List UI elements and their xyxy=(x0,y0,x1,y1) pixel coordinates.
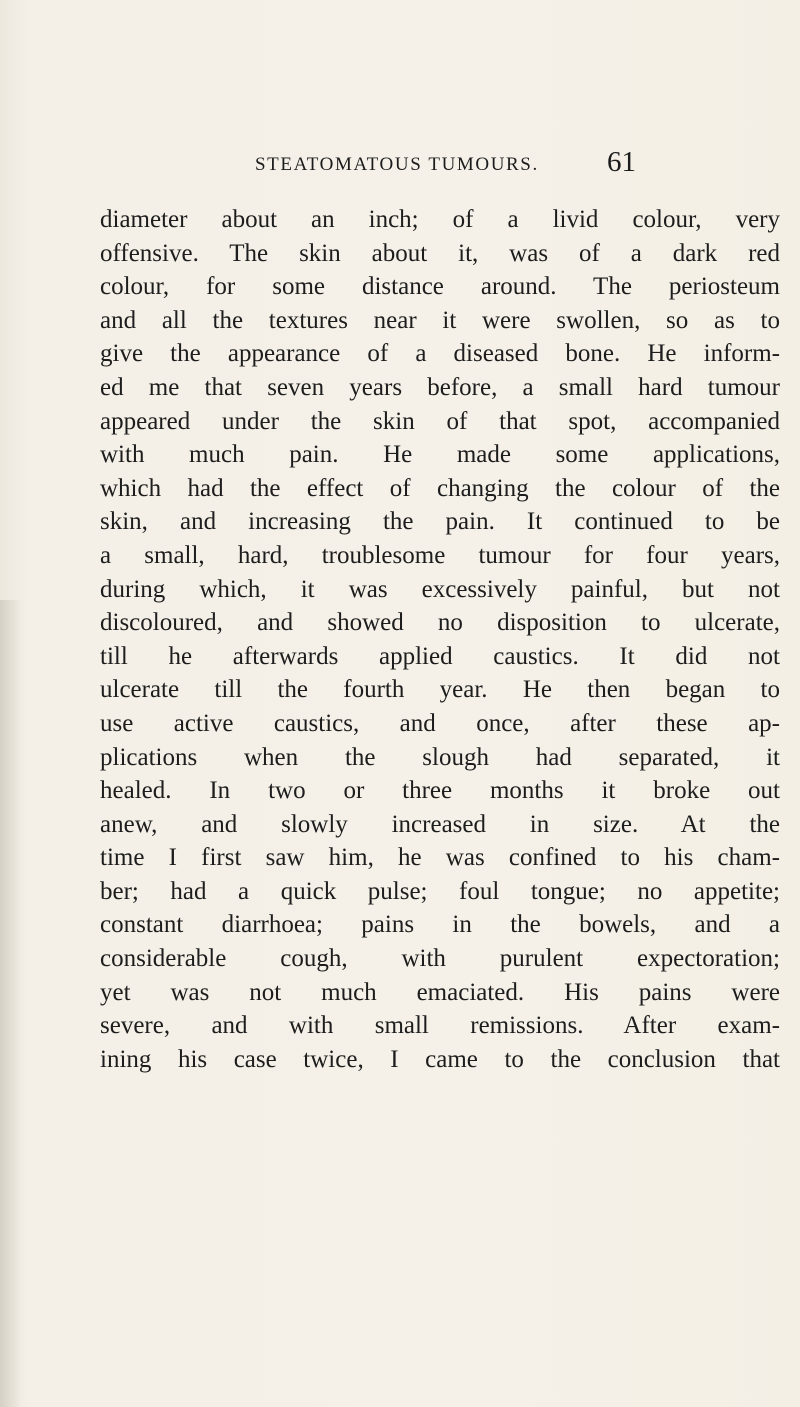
text-line: discoloured, and showed no disposition to ulcerate, xyxy=(100,609,780,637)
page-header xyxy=(255,146,775,180)
text-line: yet was not much emaciated. His pains were xyxy=(100,978,780,1006)
running-title: STEATOMATOUS TUMOURS. xyxy=(255,154,539,175)
body-text xyxy=(100,203,780,1076)
text-line: ber; had a quick pulse; foul tongue; no appetite; xyxy=(100,877,780,905)
text-line: anew, and slowly increased in size. At the xyxy=(100,810,780,838)
text-line: during which, it was excessively painful, but not xyxy=(100,575,780,603)
text-line: with much pain. He made some applications, xyxy=(100,441,780,469)
text-line: constant diarrhoea; pains in the bowels, and a xyxy=(100,911,780,939)
page-edge-shadow xyxy=(0,600,22,1407)
text-line: give the appearance of a diseased bone. He inform- xyxy=(100,340,780,368)
text-line: ulcerate till the fourth year. He then began to xyxy=(100,676,780,704)
text-line: healed. In two or three months it broke out xyxy=(100,777,780,805)
text-line: severe, and with small remissions. After exam- xyxy=(100,1012,780,1040)
text-line: colour, for some distance around. The periosteum xyxy=(100,273,780,301)
text-line: which had the effect of changing the colour of the xyxy=(100,474,780,502)
text-line: time I first saw him, he was confined to his cham- xyxy=(100,844,780,872)
text-line: ed me that seven years before, a small hard tumour xyxy=(100,373,780,401)
text-line: till he afterwards applied caustics. It did not xyxy=(100,642,780,670)
text-line: a small, hard, troublesome tumour for four years, xyxy=(100,541,780,569)
page-number: 61 xyxy=(607,146,636,178)
text-line: use active caustics, and once, after these ap- xyxy=(100,709,780,737)
text-line: plications when the slough had separated, it xyxy=(100,743,780,771)
text-line: ining his case twice, I came to the conclusion that xyxy=(100,1045,780,1073)
text-line: and all the textures near it were swollen, so as to xyxy=(100,306,780,334)
text-line: offensive. The skin about it, was of a dark red xyxy=(100,239,780,267)
text-line: diameter about an inch; of a livid colour, very xyxy=(100,206,780,233)
text-line: appeared under the skin of that spot, accompanied xyxy=(100,407,780,435)
text-line: skin, and increasing the pain. It continued to be xyxy=(100,508,780,536)
text-line: considerable cough, with purulent expectoration; xyxy=(100,945,780,973)
